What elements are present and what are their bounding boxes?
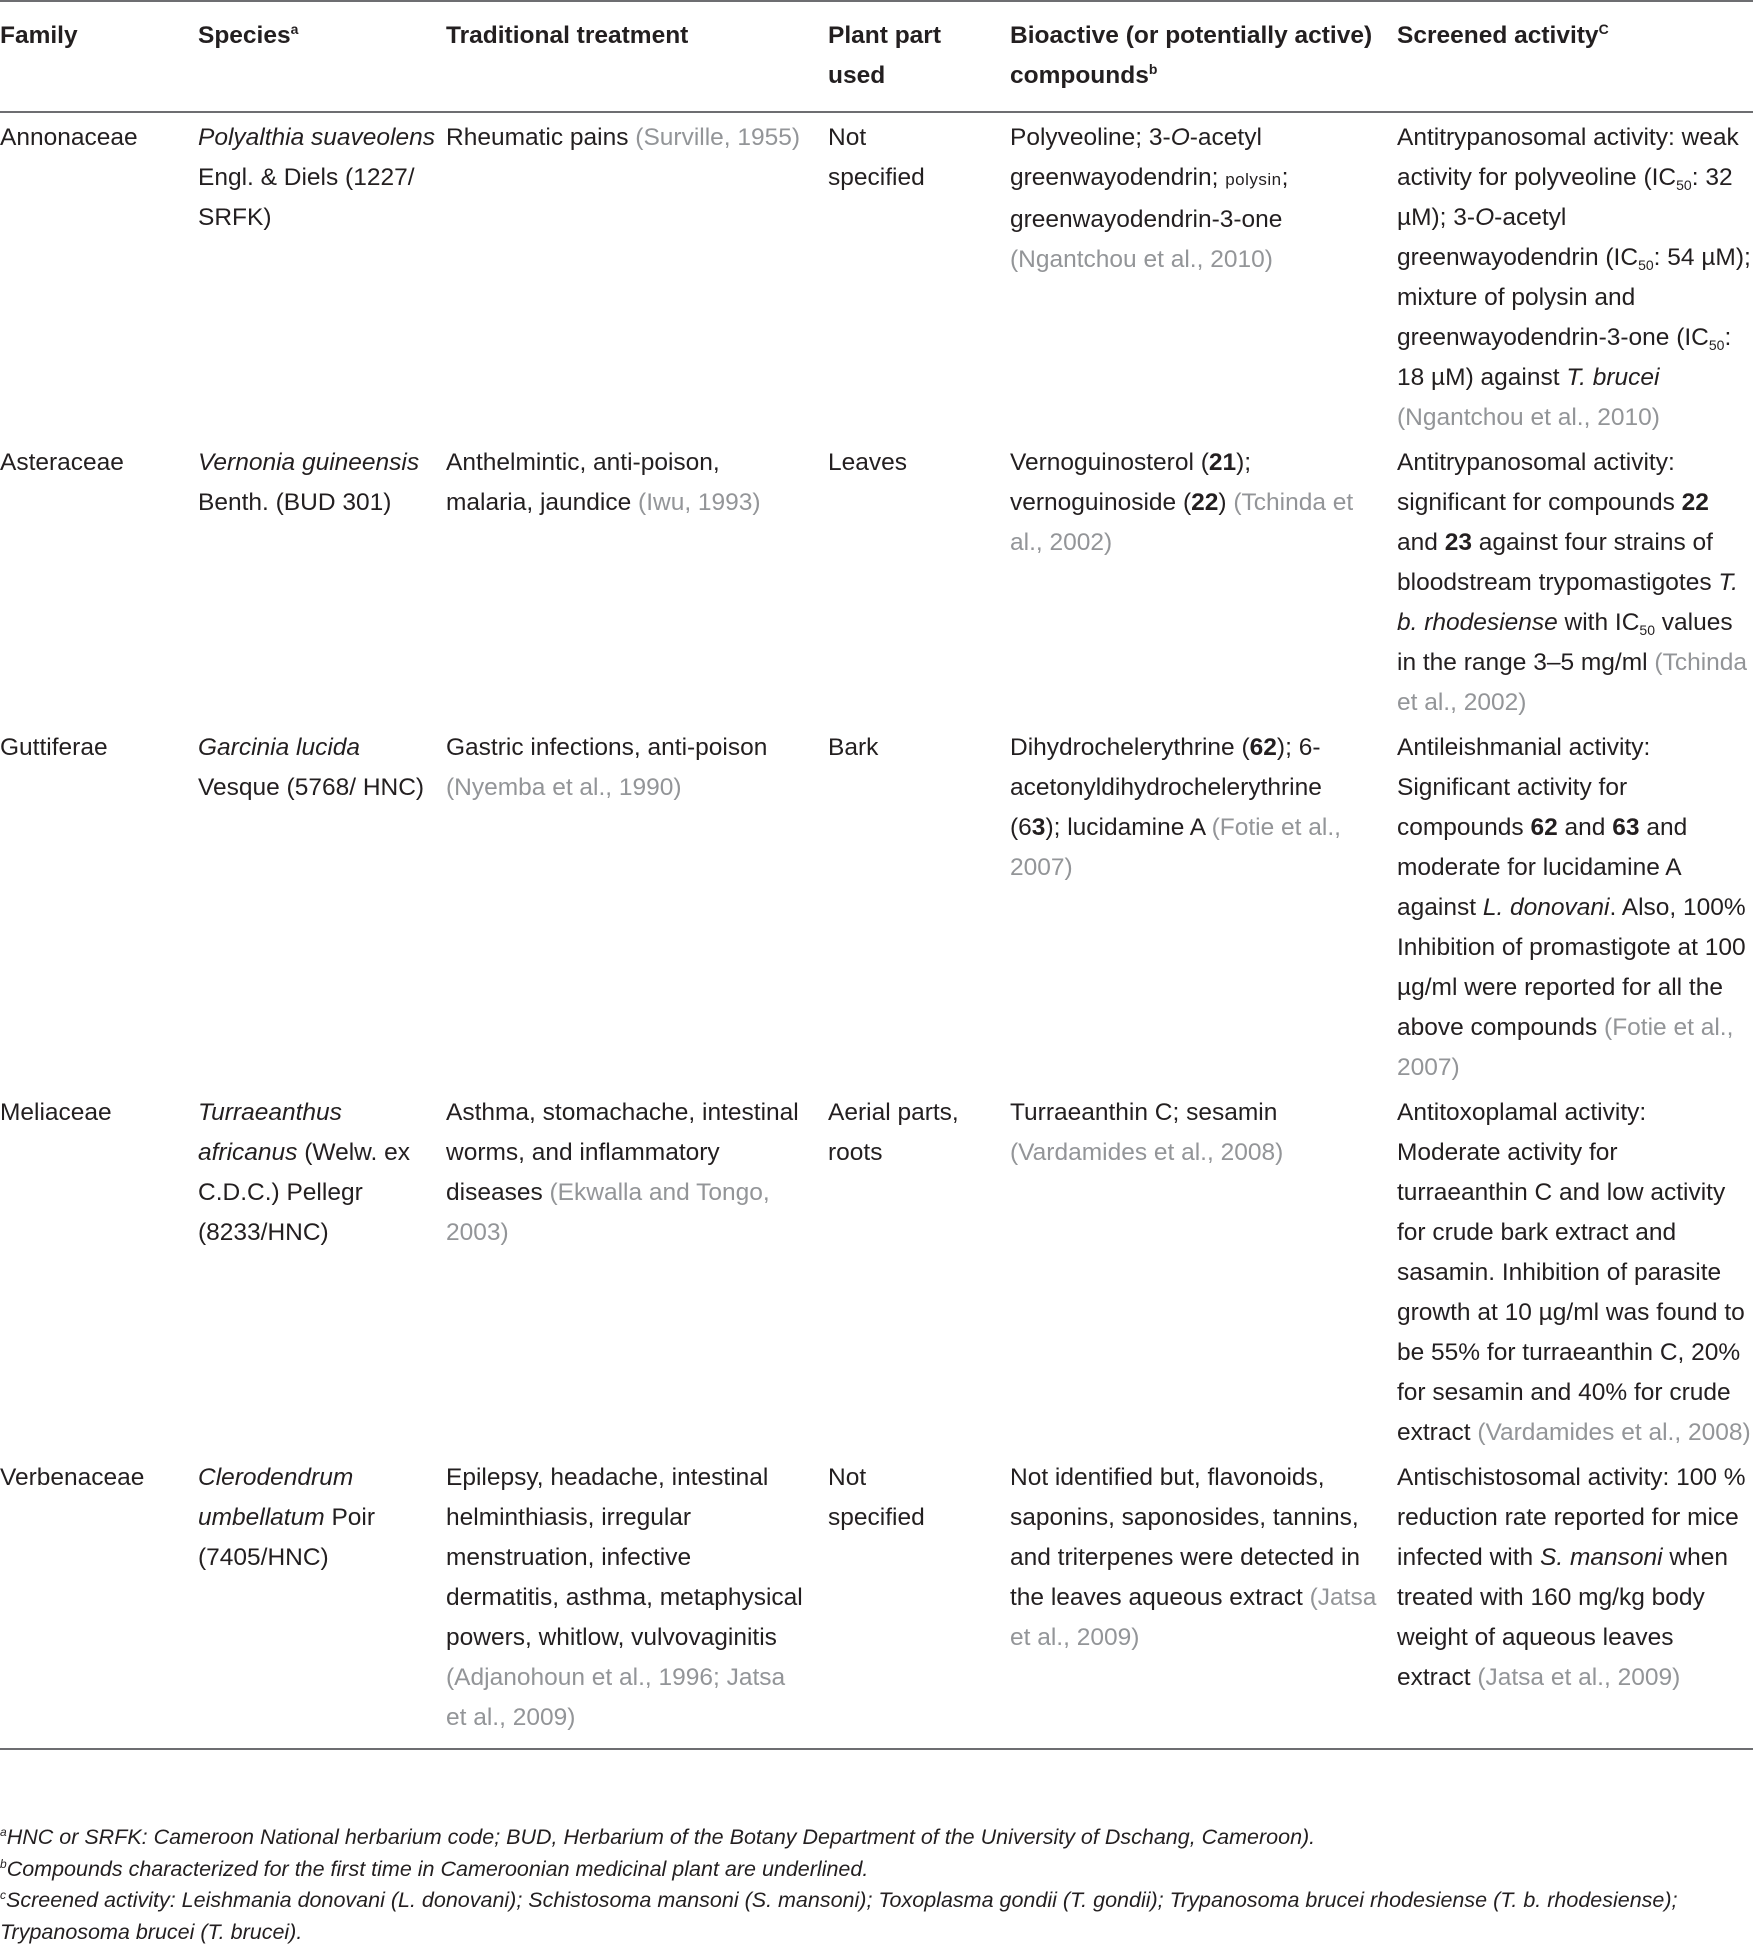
table-row <box>0 112 1753 438</box>
reference-link[interactable]: (Nyemba et al., 1990) <box>446 774 682 801</box>
reference-link[interactable]: (Tchinda et al., 2002) <box>1397 649 1748 716</box>
reference-link[interactable]: (Vardamides et al., 2008) <box>1010 1139 1284 1166</box>
cell-family: Annonaceae <box>0 124 138 151</box>
cell-activity: Antileishmanial activity: Significant activity for compounds 62 and 63 and moderate for lucidamine A against L. donovani. Also, 100% Inhibition of promastigote at 100 µg/ml were reported for all the above compounds (Fotie et al., 2007) <box>1397 734 1746 1081</box>
cell-plant-part: Aerial parts, roots <box>828 1099 959 1166</box>
cell-species: Polyalthia suaveolens Engl. & Diels (1227/ SRFK) <box>198 124 435 231</box>
cell-treatment: Rheumatic pains (Surville, 1955) <box>446 124 801 151</box>
reference-link[interactable]: (Tchinda et al., 2002) <box>1010 489 1354 556</box>
reference-link[interactable]: (Surville, 1955) <box>635 124 801 151</box>
cell-compounds: Turraeanthin C; sesamin (Vardamides et al., 2008) <box>1010 1099 1284 1166</box>
reference-link[interactable]: (Jatsa et al., 2009) <box>1477 1664 1681 1691</box>
cell-plant-part: Not specified <box>828 124 925 191</box>
table-footnotes <box>0 1822 1753 1948</box>
cell-species: Turraeanthus africanus (Welw. ex C.D.C.) Pellegr (8233/HNC) <box>198 1099 410 1246</box>
header-family: Family <box>0 1 198 112</box>
header-traditional-treatment: Traditional treatment <box>446 1 828 112</box>
table-row <box>0 1088 1753 1453</box>
header-compounds: Bioactive (or potentially active) compounds$^b$ <box>1010 1 1397 112</box>
reference-link[interactable]: (Iwu, 1993) <box>638 489 761 516</box>
reference-link[interactable]: (Vardamides et al., 2008) <box>1477 1419 1751 1446</box>
cell-family: Meliaceae <box>0 1099 112 1126</box>
footnote-a: $^a$HNC or SRFK: Cameroon National herbarium code; BUD, Herbarium of the Botany Department of the University of Dschang, Cameroon). <box>0 1824 1316 1849</box>
footnote-b: $^b$Compounds characterized for the first time in Cameroonian medicinal plant are underlined. <box>0 1856 869 1881</box>
cell-compounds: Polyveoline; 3-O-acetyl greenwayodendrin; polysin; greenwayodendrin-3-one (Ngantchou et al., 2010) <box>1010 124 1289 273</box>
table-row <box>0 723 1753 1088</box>
footnote-c: $^c$Screened activity: Leishmania donovani (L. donovani); Schistosoma mansoni (S. mansoni); Toxoplasma gondii (T. gondii); Trypanosoma brucei rhodesiense (T. b. rhodesiense); Trypanosoma brucei (T. brucei). <box>0 1887 1678 1944</box>
cell-compounds: Not identified but, flavonoids, saponins, saponosides, tannins, and triterpenes were detected in the leaves aqueous extract (Jatsa et al., 2009) <box>1010 1453 1397 1749</box>
cell-compounds: Vernoguinosterol (21); vernoguinoside (22) (Tchinda et al., 2002) <box>1010 449 1354 556</box>
cell-activity: Antitrypanosomal activity: weak activity for polyveoline ($IC_{50}$: 32 µM); 3-O-acetyl greenwayodendrin ($IC_{50}$: 54 µM); mixture of polysin and greenwayodendrin-3-one ($IC_{50}$: 18 µM) against T. brucei (Ngantchou et al., 2010) <box>1397 124 1751 431</box>
reference-link[interactable]: (Ekwalla and Tongo, 2003) <box>446 1179 770 1246</box>
cell-plant-part: Not specified <box>828 1453 1010 1749</box>
cell-treatment: Epilepsy, headache, intestinal helminthiasis, irregular menstruation, infective dermatitis, asthma, metaphysical powers, whitlow, vulvovaginitis (Adjanohoun et al., 1996; Jatsa et al., 2009) <box>446 1453 828 1749</box>
reference-link[interactable]: (Adjanohoun et al., 1996; Jatsa et al., 2009) <box>446 1664 786 1731</box>
cell-family: Asteraceae <box>0 449 124 476</box>
header-plant-part: Plant part used <box>828 1 1010 112</box>
header-screened-activity: Screened activity$^C$ <box>1397 1 1753 112</box>
cell-species: Clerodendrum umbellatum Poir (7405/HNC) <box>198 1453 446 1749</box>
table-row <box>0 438 1753 723</box>
reference-link[interactable]: (Jatsa et al., 2009) <box>1010 1584 1377 1651</box>
cell-family: Verbenaceae <box>0 1453 198 1749</box>
cell-treatment: Anthelmintic, anti-poison, malaria, jaundice (Iwu, 1993) <box>446 449 761 516</box>
reference-link[interactable]: (Fotie et al., 2007) <box>1397 1014 1734 1081</box>
cell-activity: Antitrypanosomal activity: significant for compounds 22 and 23 against four strains of bloodstream trypomastigotes T. b. rhodesiense with $IC_{50}$ values in the range 3–5 mg/ml (Tchinda et al., 2002) <box>1397 449 1748 716</box>
cell-plant-part: Bark <box>828 734 879 761</box>
cell-species: Garcinia lucida Vesque (5768/ HNC) <box>198 734 425 801</box>
reference-link[interactable]: (Ngantchou et al., 2010) <box>1010 246 1273 273</box>
table-row <box>0 1453 1753 1749</box>
reference-link[interactable]: (Ngantchou et al., 2010) <box>1397 404 1660 431</box>
cell-treatment: Asthma, stomachache, intestinal worms, and inflammatory diseases (Ekwalla and Tongo, 2003) <box>446 1099 799 1246</box>
cell-family: Guttiferae <box>0 734 108 761</box>
table-header-row <box>0 1 1753 112</box>
cell-plant-part: Leaves <box>828 449 908 476</box>
cell-species: Vernonia guineensis Benth. (BUD 301) <box>198 449 420 516</box>
cell-activity: Antischistosomal activity: 100 % reduction rate reported for mice infected with S. mansoni when treated with 160 mg/kg body weight of aqueous leaves extract (Jatsa et al., 2009) <box>1397 1453 1753 1749</box>
reference-link[interactable]: (Fotie et al., 2007) <box>1010 814 1341 881</box>
header-species: Species$^a$ <box>198 1 446 112</box>
cell-treatment: Gastric infections, anti-poison (Nyemba et al., 1990) <box>446 734 768 801</box>
cell-activity: Antitoxoplamal activity: Moderate activity for turraeanthin C and low activity for crude bark extract and sasamin. Inhibition of parasite growth at 10 µg/ml was found to be 55% for turraeanthin C, 20% for sesamin and 40% for crude extract (Vardamides et al., 2008) <box>1397 1099 1751 1446</box>
cell-compounds: Dihydrochelerythrine (62); 6-acetonyldihydrochelerythrine (63); lucidamine A (Fotie et al., 2007) <box>1010 734 1341 881</box>
